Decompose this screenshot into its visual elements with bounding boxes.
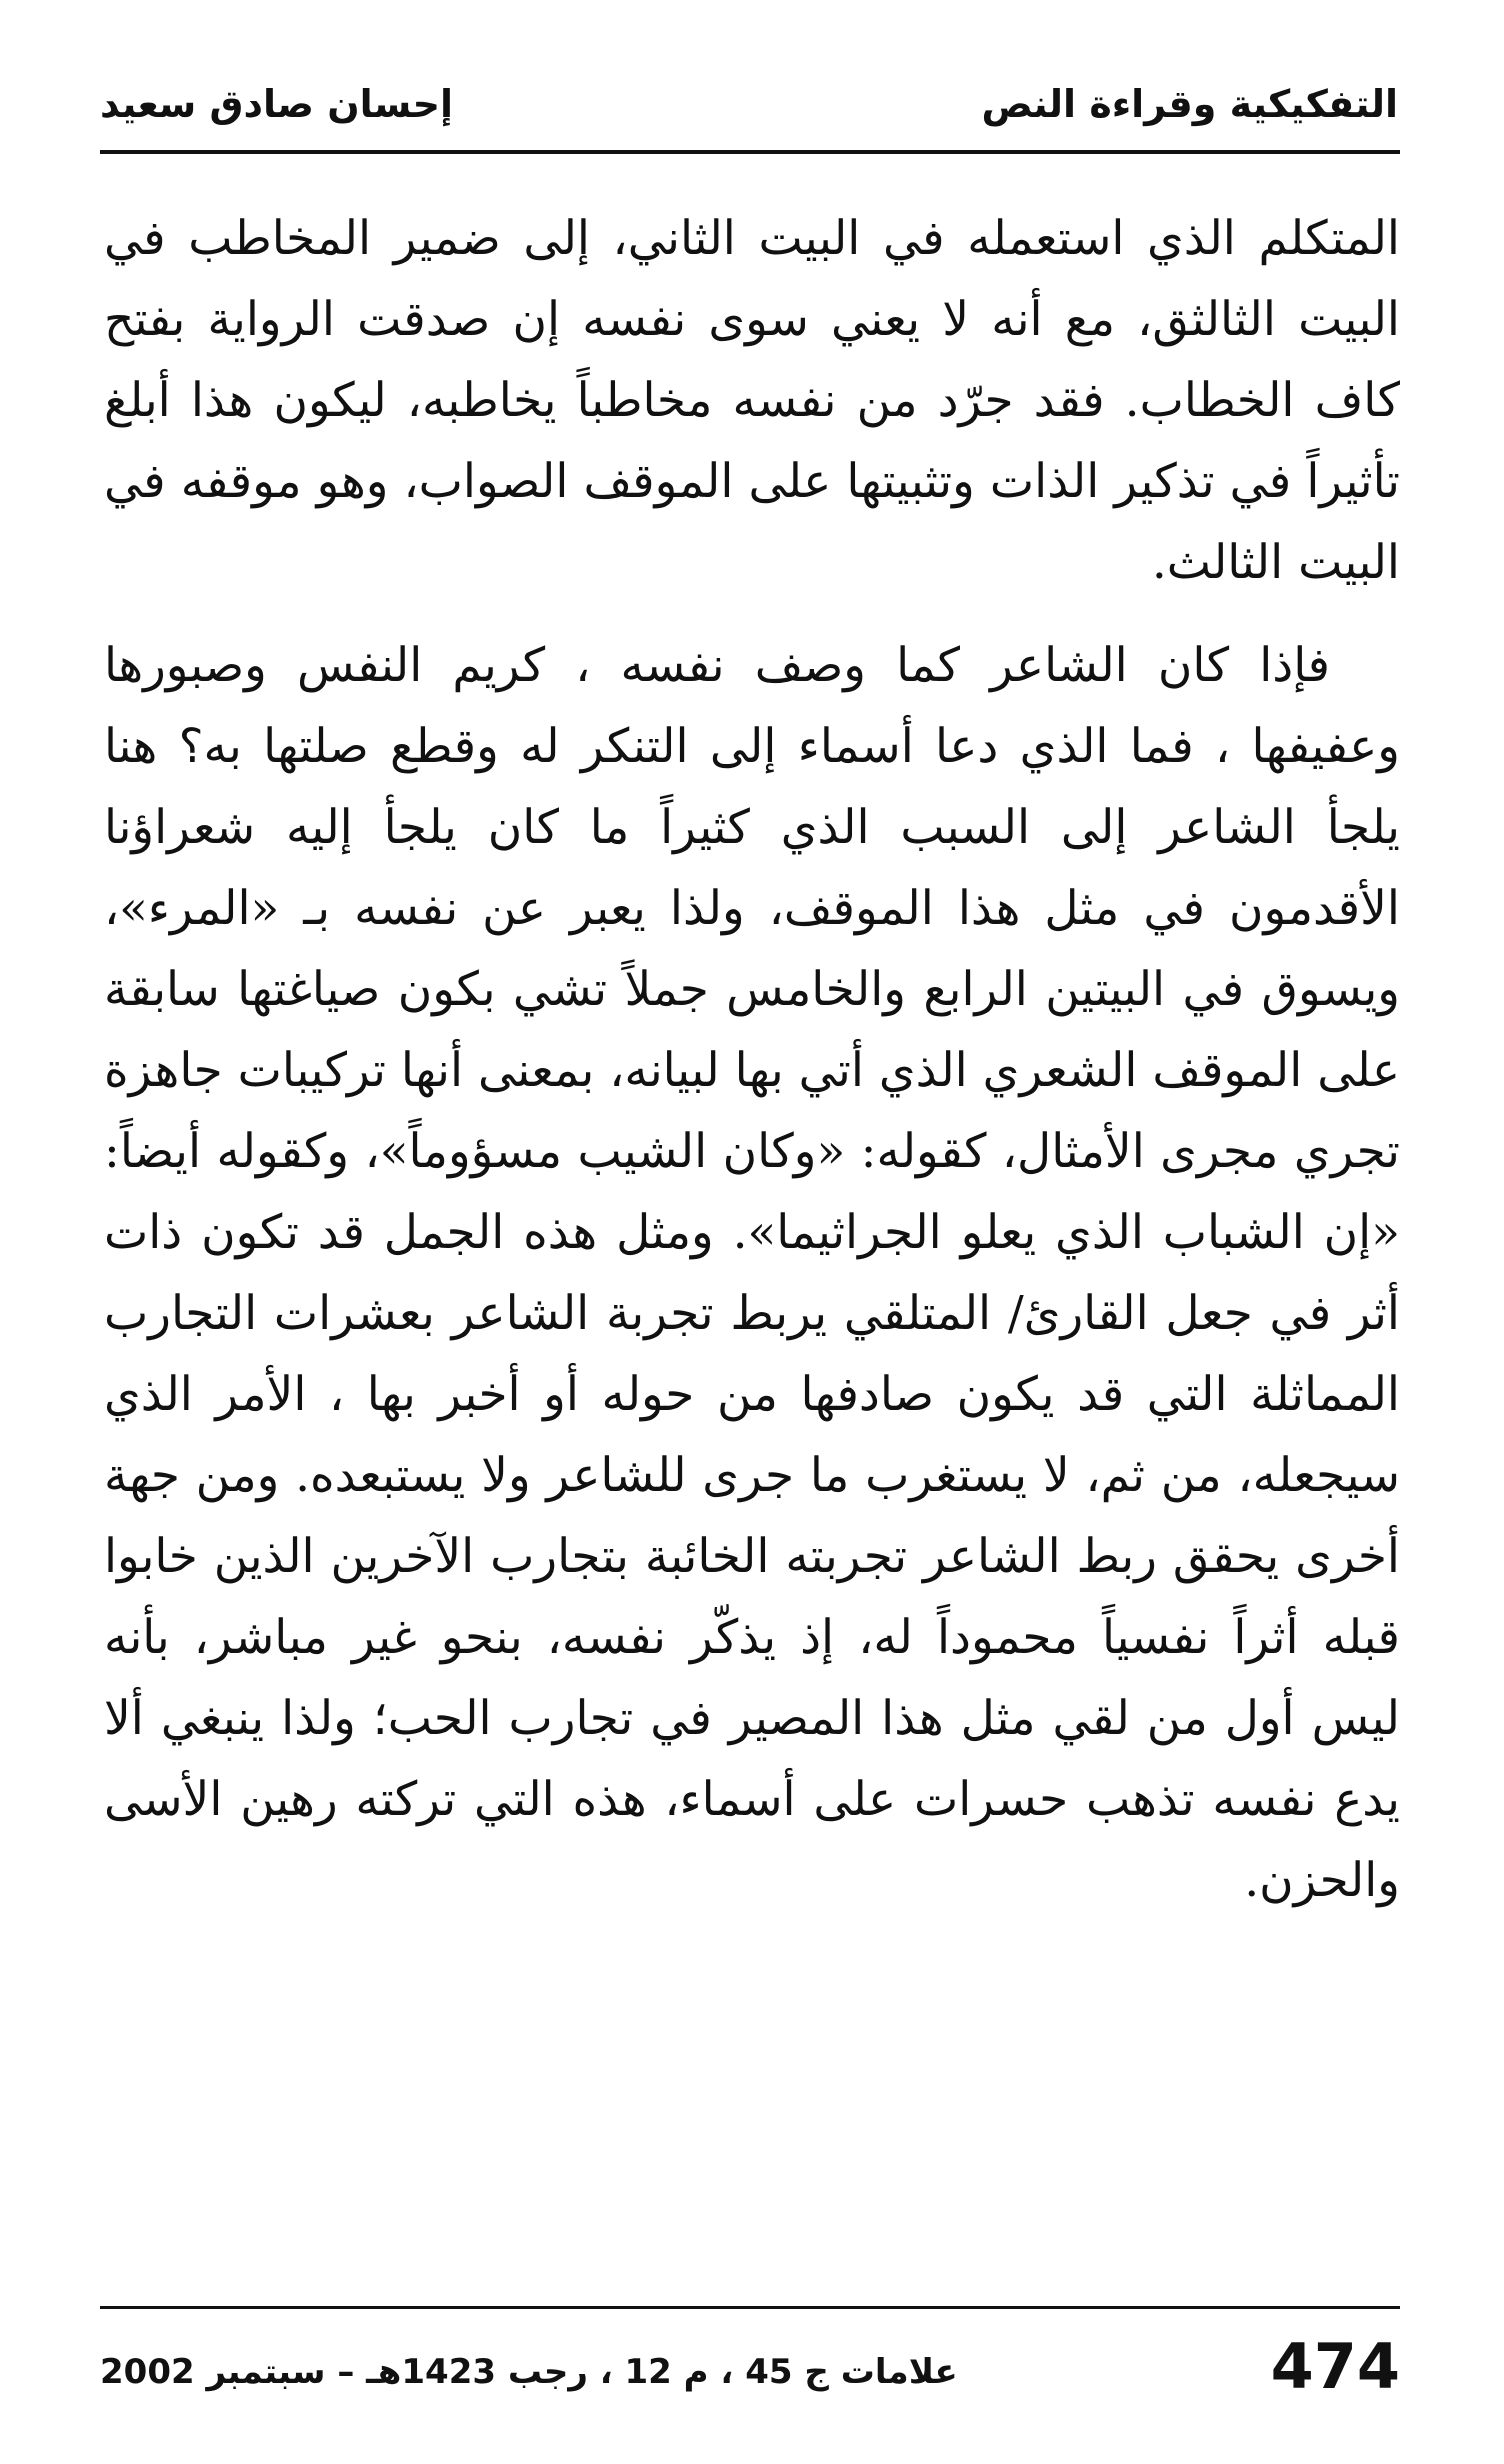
running-header-title: التفكيكية وقراءة النص bbox=[981, 82, 1398, 126]
page-number: 474 bbox=[1270, 2330, 1400, 2403]
footer-divider bbox=[100, 2306, 1400, 2309]
running-header-author: إحسان صادق سعيد bbox=[100, 82, 453, 126]
body-text bbox=[104, 198, 1400, 2264]
paragraph-2: فإذا كان الشاعر كما وصف نفسه ، كريم النفس وصبورها وعفيفها ، فما الذي دعا أسماء إلى التنكر له وقطع صلتها به؟ هنا يلجأ الشاعر إلى السبب الذي كثيراً ما كان يلجأ إليه شعراؤنا الأقدمون في مثل هذا الموقف، ولذا يعبر عن نفسه بـ «المرء»، ويسوق في البيتين الرابع والخامس جملاً تشي بكون صياغتها سابقة على الموقف الشعري الذي أتي بها لبيانه، بمعنى أنها تركيبات جاهزة تجري مجرى الأمثال، كقوله: «وكان الشيب مسؤوماً»، وكقوله أيضاً: «إن الشباب الذي يعلو الجراثيما». ومثل هذه الجمل قد تكون ذات أثر في جعل القارئ/ المتلقي يربط تجربة الشاعر بعشرات التجارب المماثلة التي قد يكون صادفها من حوله أو أخبر بها ، الأمر الذي سيجعله، من ثم، لا يستغرب ما جرى للشاعر ولا يستبعده. ومن جهة أخرى يحقق ربط الشاعر تجربته الخائبة بتجارب الآخرين الذين خابوا قبله أثراً نفسياً محموداً له، إذ يذكّر نفسه، بنحو غير مباشر، بأنه ليس أول من لقي مثل هذا المصير في تجارب الحب؛ ولذا ينبغي ألا يدع نفسه تذهب حسرات على أسماء، هذه التي تركته رهين الأسى والحزن. bbox=[104, 638, 1400, 1908]
header-divider bbox=[100, 150, 1400, 154]
paragraph-1: المتكلم الذي استعمله في البيت الثاني، إلى ضمير المخاطب في البيت الثالثق، مع أنه لا يعني سوى نفسه إن صدقت الرواية بفتح كاف الخطاب. فقد جرّد من نفسه مخاطباً يخاطبه، ليكون هذا أبلغ تأثيراً في تذكير الذات وتثبيتها على الموقف الصواب، وهو موقفه في البيت الثالث. bbox=[104, 211, 1401, 590]
journal-info: علامات ج 45 ، م 12 ، رجب 1423هـ – سبتمبر 2002 bbox=[100, 2352, 958, 2392]
running-header bbox=[100, 78, 1398, 152]
page-footer bbox=[100, 2330, 1400, 2410]
